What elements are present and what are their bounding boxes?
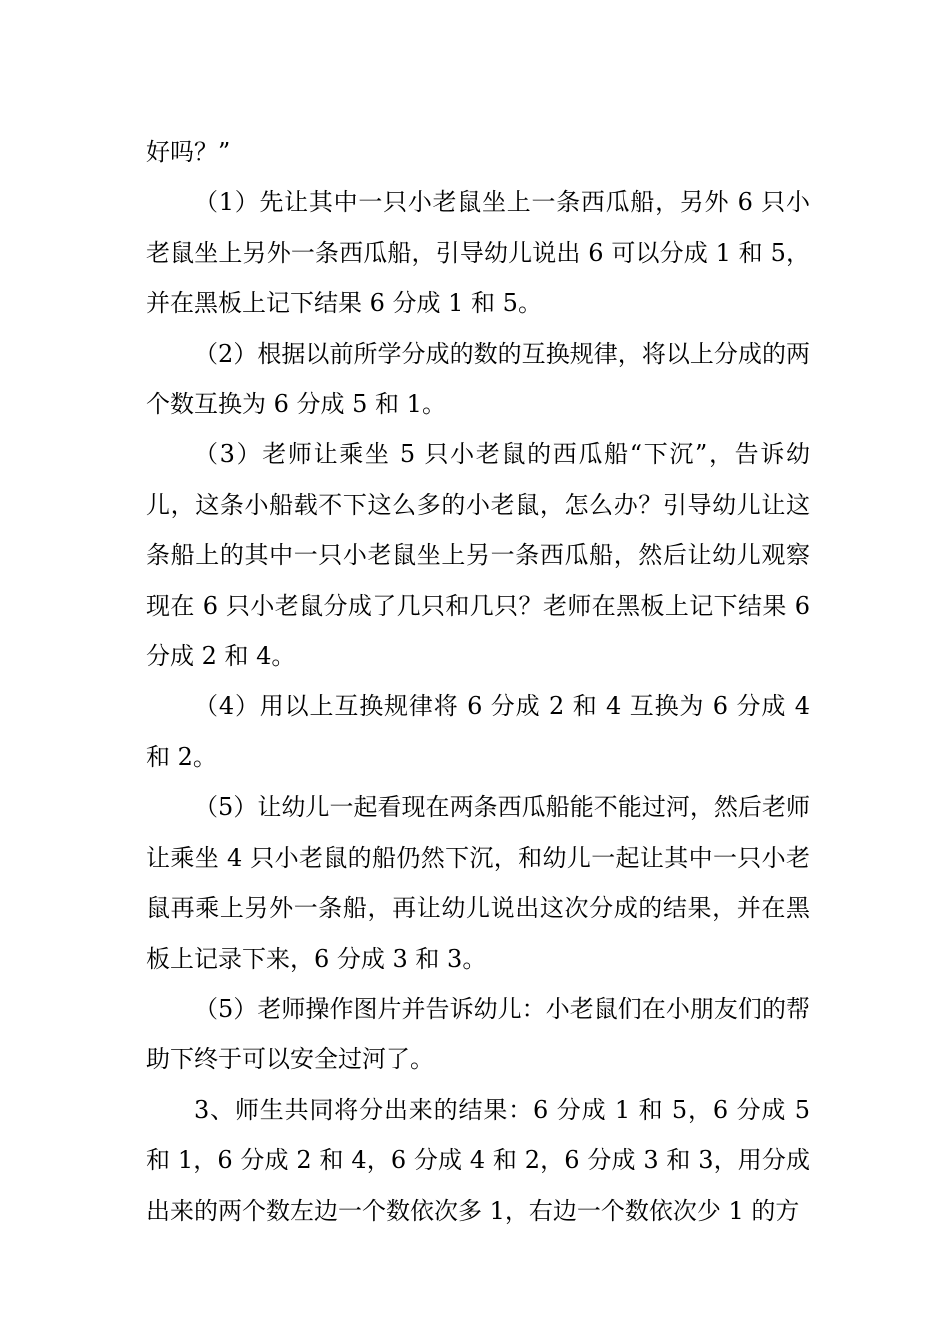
document-body <box>146 127 810 1236</box>
paragraph-step-5b: （5）老师操作图片并告诉幼儿：小老鼠们在小朋友们的帮助下终于可以安全过河了。 <box>146 994 810 1074</box>
paragraph-continuation: 好吗？” <box>146 138 231 166</box>
paragraph-step-4: （4）用以上互换规律将 6 分成 2 和 4 互换为 6 分成 4 和 2。 <box>146 692 810 771</box>
paragraph-step-1: （1）先让其中一只小老鼠坐上一条西瓜船，另外 6 只小老鼠坐上另外一条西瓜船，引导幼儿说出 6 可以分成 1 和 5，并在黑板上记下结果 6 分成 1 和 5。 <box>146 188 810 318</box>
paragraph-step-5a: （5）让幼儿一起看现在两条西瓜船能不能过河，然后老师让乘坐 4 只小老鼠的船仍然下沉，和幼儿一起让其中一只小老鼠再乘上另外一条船，再让幼儿说出这次分成的结果，并在黑板上记录下来，6 分成 3 和 3。 <box>146 793 810 973</box>
paragraph-step-2: （2）根据以前所学分成的数的互换规律，将以上分成的两个数互换为 6 分成 5 和 1。 <box>146 339 810 419</box>
paragraph-step-3: （3）老师让乘坐 5 只小老鼠的西瓜船“下沉”，告诉幼儿，这条小船载不下这么多的小老鼠，怎么办？引导幼儿让这条船上的其中一只小老鼠坐上另一条西瓜船，然后让幼儿观察现在 6 只小老鼠分成了几只和几只？老师在黑板上记下结果 6 分成 2 和 4。 <box>146 440 810 671</box>
paragraph-section-3: 3、师生共同将分出来的结果：6 分成 1 和 5，6 分成 5 和 1，6 分成 2 和 4，6 分成 4 和 2，6 分成 3 和 3，用分成出来的两个数左边一个数依次多 1，右边一个数依次少 1 的方 <box>146 1095 810 1225</box>
